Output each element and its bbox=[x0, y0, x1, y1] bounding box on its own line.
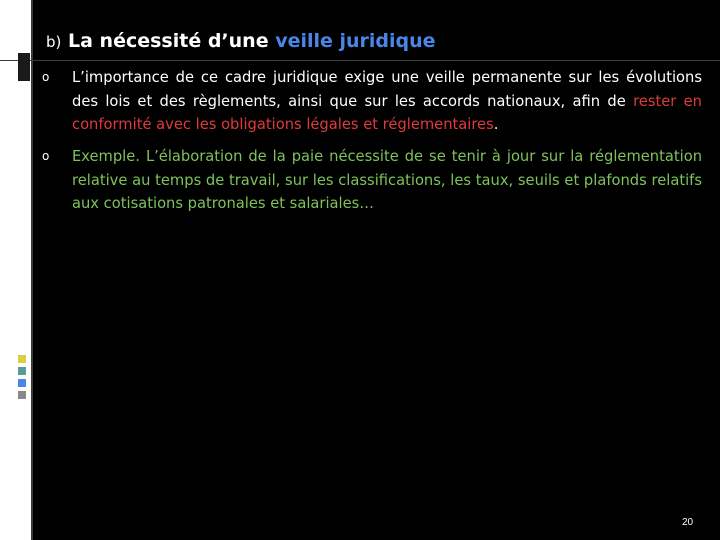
dark-square-decoration bbox=[18, 53, 30, 81]
bullet-1-highlight: rester en conformité avec les obligations légales et réglementaires bbox=[72, 92, 702, 133]
accent-square-gray bbox=[18, 391, 26, 399]
title-prefix: b) bbox=[46, 33, 62, 51]
title-highlight: veille juridique bbox=[275, 30, 436, 52]
accent-square-teal bbox=[18, 367, 26, 375]
accent-square-yellow bbox=[18, 355, 26, 363]
bullet-1 bbox=[42, 66, 702, 137]
title-main: La nécessité d’une bbox=[68, 30, 269, 52]
bullet-marker: o bbox=[42, 149, 50, 163]
title-underline bbox=[0, 60, 720, 61]
page-number: 20 bbox=[682, 517, 694, 528]
accent-square-blue bbox=[18, 379, 26, 387]
bullet-1-text-after: . bbox=[493, 116, 499, 133]
bullet-1-text bbox=[72, 66, 702, 137]
left-side-panel bbox=[0, 0, 31, 540]
bullet-2 bbox=[42, 145, 702, 216]
panel-divider bbox=[31, 0, 33, 540]
bullet-1-text-before: L’importance de ce cadre juridique exige une veille permanente sur les évolutions des lois et des règlements, ainsi que sur les accords nationaux, afin de bbox=[72, 69, 702, 110]
bullet-marker: o bbox=[42, 70, 50, 84]
bullet-2-text: Exemple. L’élaboration de la paie nécessite de se tenir à jour sur la réglementation relative au temps de travail, sur les classifications, les taux, seuils et plafonds relatifs aux cotisations patronales et salariales… bbox=[72, 148, 702, 212]
slide-title bbox=[46, 30, 436, 52]
